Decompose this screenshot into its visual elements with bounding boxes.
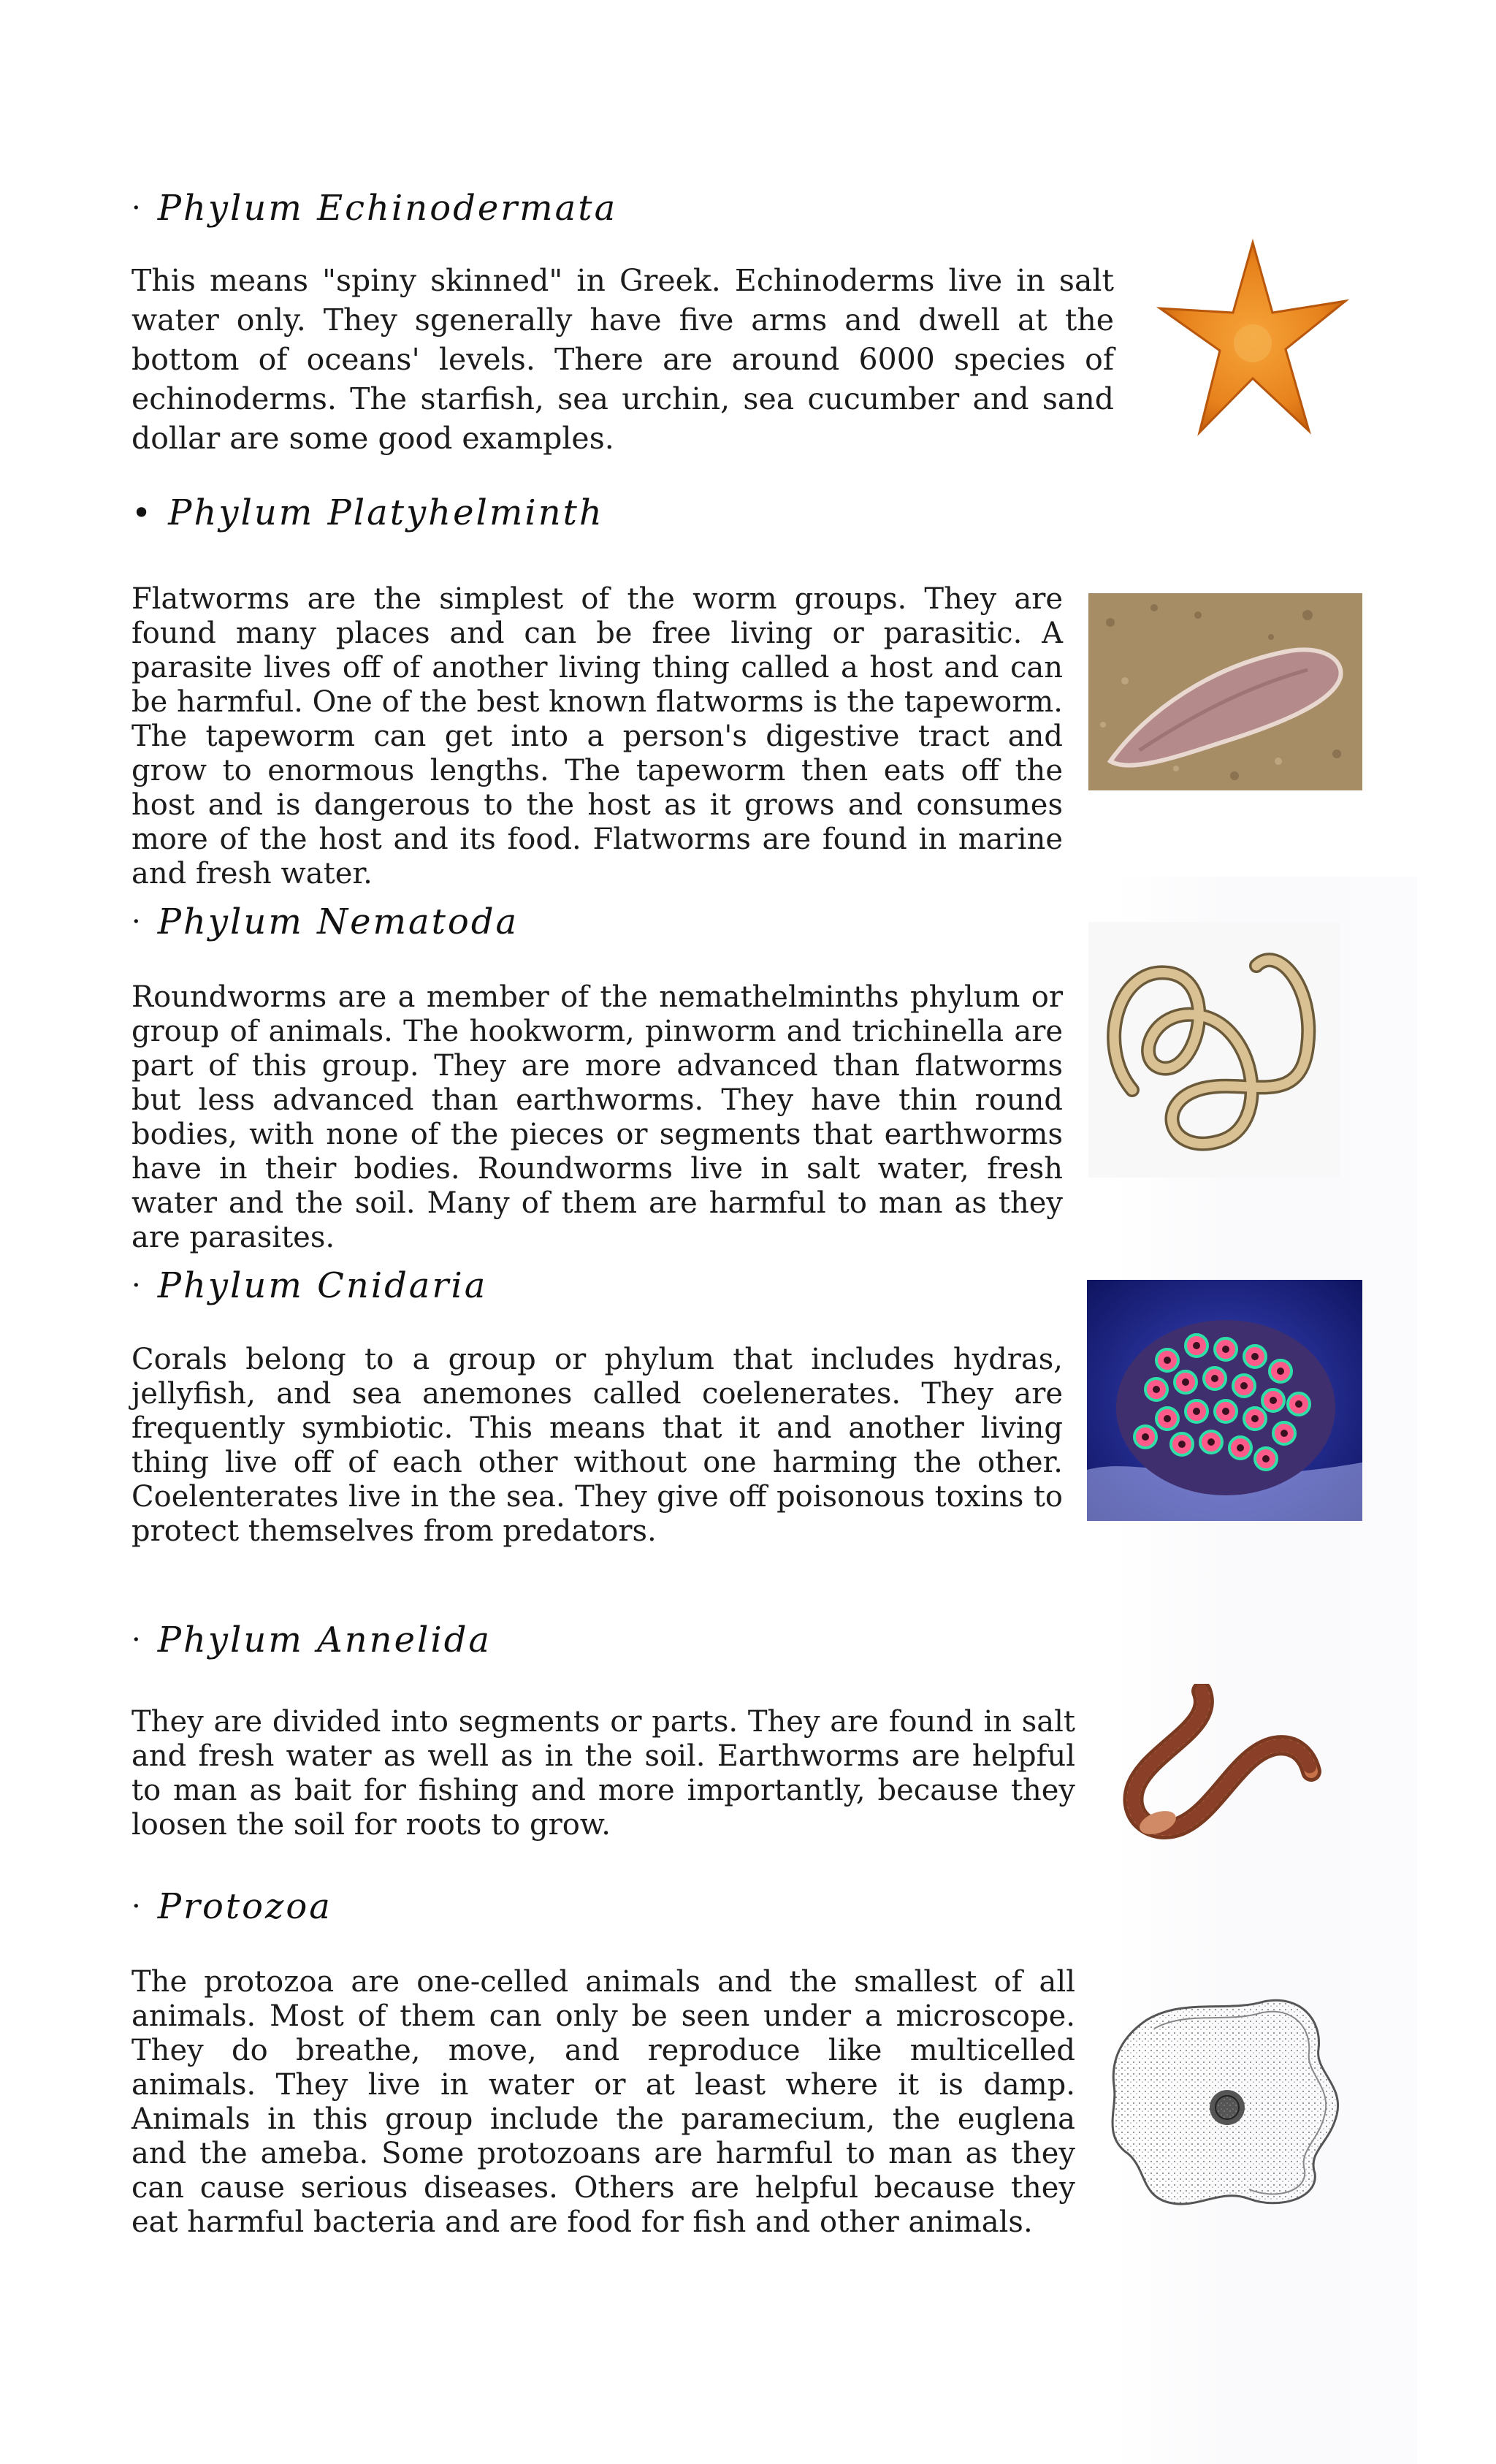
section-paragraph: Corals belong to a group or phylum that includes hydras, jellyfish, and sea anemones called coelenerates. They are frequently symbiotic. This means that it and another living thing live off of each other without one harming the other. Coelenterates live in the sea. They give off poisonous toxins to protect themselves from predators. <box>131 1343 1063 1548</box>
heading-text: Phylum Nematoda <box>157 901 519 942</box>
section-heading <box>131 893 519 951</box>
heading-text: Phylum Cnidaria <box>157 1265 488 1306</box>
bullet-icon: · <box>131 1890 143 1923</box>
section-paragraph: Roundworms are a member of the nemathelminths phylum or group of animals. The hookworm, pinworm and trichinella are part of this group. They are more advanced than flatworms but less advanced than earthworms. They have thin round bodies, with none of the pieces or segments that earthworms have in their bodies. Roundworms live in salt water, fresh water and the soil. Many of them are harmful to man as they are parasites. <box>131 980 1063 1254</box>
bullet-icon: · <box>131 1269 143 1302</box>
section-heading <box>131 484 604 542</box>
section-heading <box>131 179 617 237</box>
heading-text: Phylum Echinodermata <box>157 188 618 229</box>
protozoa-image <box>1103 1991 1351 2217</box>
section-paragraph: This means "spiny skinned" in Greek. Echinoderms live in salt water only. They sgenerally have five arms and dwell at the bottom of oceans' levels. There are around 6000 species of echinoderms. The starfish, sea urchin, sea cucumber and sand dollar are some good examples. <box>131 263 1114 456</box>
bullet-icon: • <box>131 493 154 533</box>
heading-text: Protozoa <box>157 1886 332 1927</box>
flatworm-image <box>1088 593 1362 790</box>
bullet-icon: · <box>131 905 143 939</box>
section-heading <box>131 1877 332 1936</box>
section-paragraph: The protozoa are one-celled animals and the smallest of all animals. Most of them can only be seen under a microscope. They do breathe, move, and reproduce like multicelled animals. They live in water or at least where it is damp. Animals in this group include the paramecium, the euglena and the ameba. Some protozoans are harmful to man as they can cause serious diseases. Others are helpful because they eat harmful bacteria and are food for fish and other animals. <box>131 1965 1075 2239</box>
section-heading <box>131 1256 487 1315</box>
heading-text: Phylum Annelida <box>157 1620 492 1660</box>
bullet-icon: · <box>131 1623 143 1657</box>
starfish-image <box>1147 234 1359 446</box>
bullet-icon: · <box>131 191 143 225</box>
coral-image <box>1087 1280 1362 1521</box>
section-paragraph: They are divided into segments or parts. They are found in salt and fresh water as well as in the soil. Earthworms are helpful to man as bait for fishing and more importantly, because they loosen the soil for roots to grow. <box>131 1705 1075 1842</box>
heading-text: Phylum Platyhelminth <box>168 492 604 533</box>
roundworm-image <box>1088 922 1340 1178</box>
section-paragraph: Flatworms are the simplest of the worm groups. They are found many places and can be free living or parasitic. A parasite lives off of another living thing called a host and can be harmful. One of the best known flatworms is the tapeworm. The tapeworm can get into a person's digestive tract and grow to enormous lengths. The tapeworm then eats off the host and is dangerous to the host as it grows and consumes more of the host and its food. Flatworms are found in marine and fresh water. <box>131 582 1063 890</box>
earthworm-image <box>1107 1684 1326 1841</box>
section-heading <box>131 1611 492 1669</box>
